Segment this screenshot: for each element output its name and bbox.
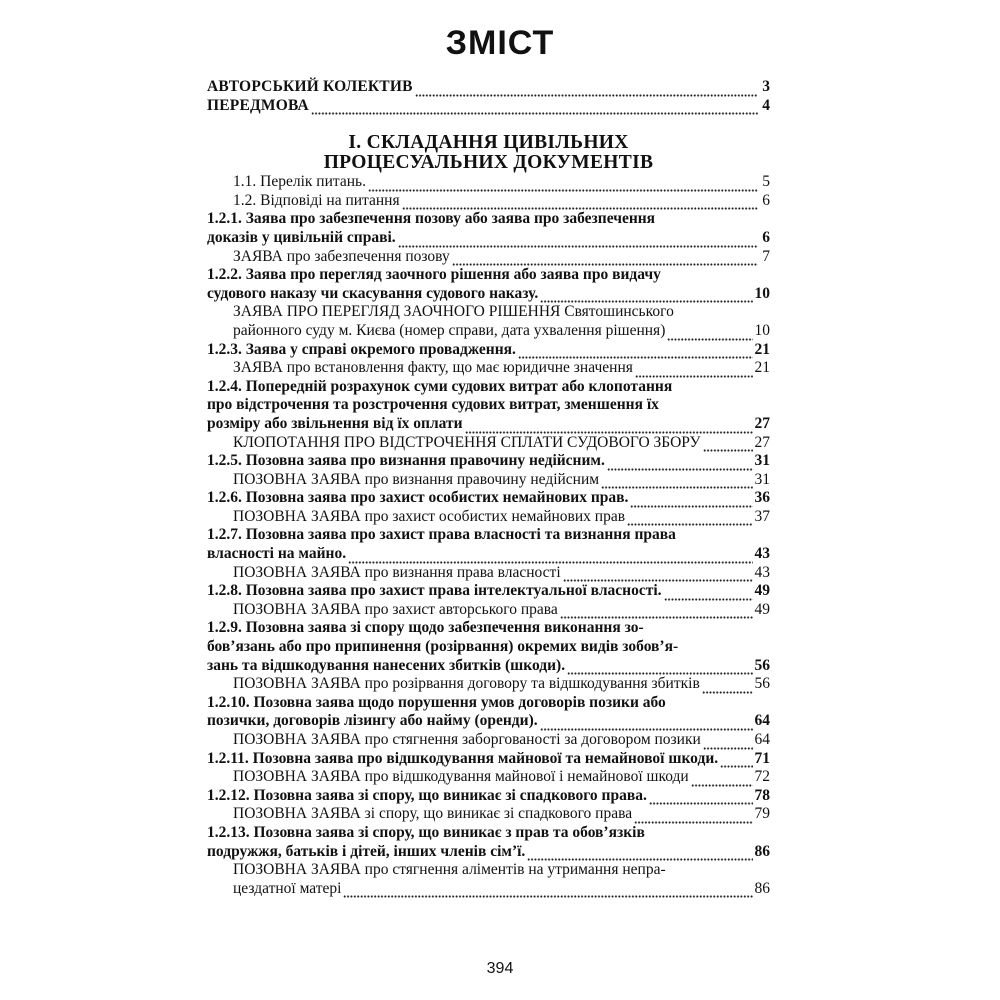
toc-entry[interactable]	[207, 359, 770, 378]
toc-entry-page: 49	[754, 600, 770, 618]
toc-entry-title: 1.1. Перелік питань.	[233, 173, 366, 191]
toc-entry-title: 1.2.7. Позовна заява про захист права власності та визнання права	[207, 526, 676, 544]
toc-entry[interactable]	[207, 545, 770, 564]
toc-entry[interactable]	[207, 508, 770, 527]
toc-entry[interactable]	[207, 173, 770, 192]
toc-entry-title: 1.2.13. Позовна заява зі спору, що виникає з прав та обов’язків	[207, 823, 645, 841]
toc-entry-title: 1.2.10. Позовна заява щодо порушення умов договорів позики або	[207, 693, 666, 711]
toc-entry[interactable]	[207, 396, 770, 415]
toc-entry-title: ЗАЯВА про забезпечення позову	[233, 247, 450, 265]
toc-entry[interactable]	[207, 526, 770, 545]
dot-leader	[703, 736, 753, 750]
toc-entry-title: 1.2. Відповіді на питання	[233, 191, 400, 209]
toc-entry-page: 64	[754, 731, 770, 748]
toc-entry[interactable]	[207, 657, 770, 676]
toc-entry[interactable]	[207, 266, 770, 285]
toc-entry-page: 64	[754, 712, 770, 730]
toc-entry-title: 1.2.5. Позовна заява про визнання правочину недійсним.	[207, 452, 605, 470]
toc-entry-page: 86	[754, 879, 770, 897]
toc-entry-title: 1.2.6. Позовна заява про захист особистих немайнових прав.	[207, 489, 629, 507]
toc-entry-title: позички, договорів лізингу або найму (оренди).	[207, 712, 538, 730]
toc-entry[interactable]	[207, 322, 770, 341]
toc-entry-page: 31	[754, 452, 770, 470]
toc-entry-title: 1.2.1. Заява про забезпечення позову або заява про забезпечення	[207, 210, 656, 228]
toc-entry-title: власності на майно.	[207, 545, 347, 563]
front-matter-list	[207, 78, 770, 115]
dot-leader	[667, 327, 752, 341]
toc-entry-page: 86	[754, 842, 770, 860]
toc-entry-page: 49	[754, 582, 770, 600]
dot-leader	[702, 680, 753, 694]
toc-entry[interactable]	[207, 601, 770, 620]
dot-leader	[452, 252, 758, 266]
toc-entry[interactable]	[207, 97, 770, 116]
toc-entry[interactable]	[207, 675, 770, 694]
dot-leader	[343, 884, 752, 898]
toc-entry[interactable]	[207, 843, 770, 862]
toc-entry-page: 43	[754, 563, 770, 581]
dot-leader	[703, 438, 753, 452]
toc-entry-title: ПОЗОВНА ЗАЯВА про розірвання договору та відшкодування збитків	[233, 675, 700, 693]
dot-leader	[563, 568, 753, 582]
toc-entry[interactable]	[207, 285, 770, 304]
toc-entry-page: 6	[762, 191, 770, 209]
toc-entry-page: 37	[754, 507, 770, 525]
toc-entry-title: цездатної матері	[233, 879, 342, 897]
toc-entry-title: ЗАЯВА про встановлення факту, що має юридичне значення	[233, 359, 633, 377]
toc-entry[interactable]	[207, 768, 770, 787]
dot-leader	[368, 178, 758, 192]
toc-entry-title: АВТОРСЬКИЙ КОЛЕКТИВ	[207, 78, 413, 95]
dot-leader	[527, 847, 752, 861]
dot-leader	[720, 754, 752, 768]
toc-entry-page: 27	[754, 433, 770, 451]
toc-entry-title: доказів у цивільній справі.	[207, 228, 396, 246]
toc-entry[interactable]	[207, 434, 770, 453]
toc-entry-page: 72	[754, 768, 770, 786]
toc-entry-title: 1.2.8. Позовна заява про захист права інтелектуальної власності.	[207, 582, 662, 600]
toc-entry[interactable]	[207, 415, 770, 434]
toc-entry[interactable]	[207, 452, 770, 471]
toc-entry-page: 3	[762, 78, 770, 95]
toc-entry-title: ПОЗОВНА ЗАЯВА про відшкодування майнової і немайнової шкоди	[233, 768, 689, 786]
toc-entry-page: 21	[754, 359, 770, 377]
toc-entries-list	[207, 173, 770, 898]
dot-leader	[567, 661, 752, 675]
section-heading-line-1: І. СКЛАДАННЯ ЦИВІЛЬНИХ	[348, 132, 629, 154]
toc-entry-page: 5	[762, 173, 770, 191]
toc-entry-page: 7	[762, 247, 770, 265]
toc-entry-title: ПОЗОВНА ЗАЯВА про визнання права власності	[233, 563, 561, 581]
toc-entry[interactable]	[207, 192, 770, 211]
toc-entry-title: подружжя, батьків і дітей, інших членів сім’ї.	[207, 842, 526, 860]
dot-leader	[540, 289, 752, 303]
dot-leader	[634, 810, 752, 824]
toc-entry-page: 71	[754, 749, 770, 767]
toc-entry-title: районного суду м. Києва (номер справи, дата ухвалення рішення)	[233, 321, 666, 339]
toc-entry[interactable]	[207, 880, 770, 899]
toc-entry-title: ПОЗОВНА ЗАЯВА про захист авторського права	[233, 600, 558, 618]
dot-leader	[540, 717, 753, 731]
toc-entry-title: ПОЗОВНА ЗАЯВА про визнання правочину недійсним	[233, 470, 600, 488]
dot-leader	[664, 587, 753, 601]
toc-entry-page: 31	[754, 470, 770, 488]
toc-entry[interactable]	[207, 619, 770, 638]
toc-entry-title: 1.2.11. Позовна заява про відшкодування майнової та немайнової шкоди.	[207, 749, 719, 767]
toc-entry-page: 4	[762, 96, 770, 114]
toc-entry[interactable]	[207, 712, 770, 731]
toc-entry-page: 43	[754, 545, 770, 563]
toc-entry[interactable]	[207, 341, 770, 360]
toc-entry[interactable]	[207, 564, 770, 583]
toc-entry[interactable]	[207, 471, 770, 490]
dot-leader	[630, 494, 752, 508]
toc-entry-title: 1.2.12. Позовна заява зі спору, що виникає зі спадкового права.	[207, 786, 647, 804]
toc-entry-title: зань та відшкодування нанесених збитків (шкоди).	[207, 656, 566, 674]
toc-entry[interactable]	[207, 210, 770, 229]
toc-entry-title: 1.2.3. Заява у справі окремого провадження.	[207, 340, 516, 358]
section-heading	[207, 133, 770, 173]
dot-leader	[649, 791, 753, 805]
toc-entry[interactable]	[207, 787, 770, 806]
toc-entry-page: 36	[754, 489, 770, 507]
dot-leader	[348, 550, 752, 564]
toc-entry[interactable]	[207, 489, 770, 508]
dot-leader	[560, 605, 753, 619]
dot-leader	[607, 457, 753, 471]
toc-entry-title: 1.2.2. Заява про перегляд заочного рішення або заява про видачу	[207, 266, 661, 284]
toc-entry-page: 56	[754, 675, 770, 693]
toc-entry-page: 56	[754, 656, 770, 674]
page-title: ЗМІСТ	[445, 24, 555, 62]
toc-entry-page: 79	[754, 805, 770, 823]
toc-entry[interactable]	[207, 582, 770, 601]
dot-leader	[627, 512, 752, 526]
toc-entry-page: 10	[754, 321, 770, 339]
dot-leader	[691, 773, 753, 787]
dot-leader	[398, 234, 758, 248]
toc-entry-title: розміру або звільнення від їх оплати	[207, 414, 463, 432]
section-gap	[207, 115, 770, 133]
dot-leader	[601, 475, 752, 489]
toc-entry-page: 10	[754, 284, 770, 302]
toc-entry[interactable]	[207, 303, 770, 322]
table-of-contents	[207, 78, 770, 898]
toc-entry[interactable]	[207, 805, 770, 824]
toc-entry-title: 1.2.4. Попередній розрахунок суми судових витрат або клопотання	[207, 377, 673, 395]
dot-leader	[402, 196, 758, 210]
dot-leader	[465, 420, 753, 434]
toc-entry-title: ПЕРЕДМОВА	[207, 96, 309, 114]
toc-entry-page: 6	[762, 228, 770, 246]
toc-entry[interactable]	[207, 78, 770, 97]
dot-leader	[415, 83, 758, 97]
toc-entry[interactable]	[207, 694, 770, 713]
toc-entry[interactable]	[207, 861, 770, 880]
toc-entry-title: 1.2.9. Позовна заява зі спору щодо забезпечення виконання зо-	[207, 619, 644, 637]
toc-entry[interactable]	[207, 824, 770, 843]
toc-entry-title: ПОЗОВНА ЗАЯВА про стягнення заборгованості за договором позики	[233, 731, 701, 748]
toc-entry[interactable]	[207, 750, 770, 769]
toc-entry-page: 27	[754, 414, 770, 432]
toc-entry-title: ПОЗОВНА ЗАЯВА зі спору, що виникає зі спадкового права	[233, 805, 633, 823]
toc-entry-title: бов’язань або про припинення (розірвання) окремих видів зобов’я-	[207, 638, 679, 656]
toc-entry-page: 21	[754, 340, 770, 358]
toc-entry-title: ПОЗОВНА ЗАЯВА про стягнення аліментів на утримання непра-	[233, 861, 666, 879]
toc-entry-title: ЗАЯВА ПРО ПЕРЕГЛЯД ЗАОЧНОГО РІШЕННЯ Святошинського	[233, 303, 674, 321]
toc-entry-title: ПОЗОВНА ЗАЯВА про захист особистих немайнових прав	[233, 507, 626, 525]
dot-leader	[311, 101, 758, 115]
toc-entry-page: 78	[754, 786, 770, 804]
toc-entry[interactable]	[207, 378, 770, 397]
toc-entry-title: про відстрочення та розстрочення судових витрат, зменшення їх	[207, 396, 659, 414]
dot-leader	[635, 364, 753, 378]
page-number: 394	[486, 960, 514, 977]
section-heading-line-2: ПРОЦЕСУАЛЬНИХ ДОКУМЕНТІВ	[323, 152, 654, 174]
toc-entry-title: судового наказу чи скасування судового наказу.	[207, 284, 539, 302]
toc-entry[interactable]	[207, 229, 770, 248]
dot-leader	[518, 345, 753, 359]
toc-entry[interactable]	[207, 638, 770, 657]
toc-entry[interactable]	[207, 731, 770, 750]
toc-entry-title: КЛОПОТАННЯ ПРО ВІДСТРОЧЕННЯ СПЛАТИ СУДОВОГО ЗБОРУ	[233, 433, 701, 451]
toc-entry[interactable]	[207, 248, 770, 267]
